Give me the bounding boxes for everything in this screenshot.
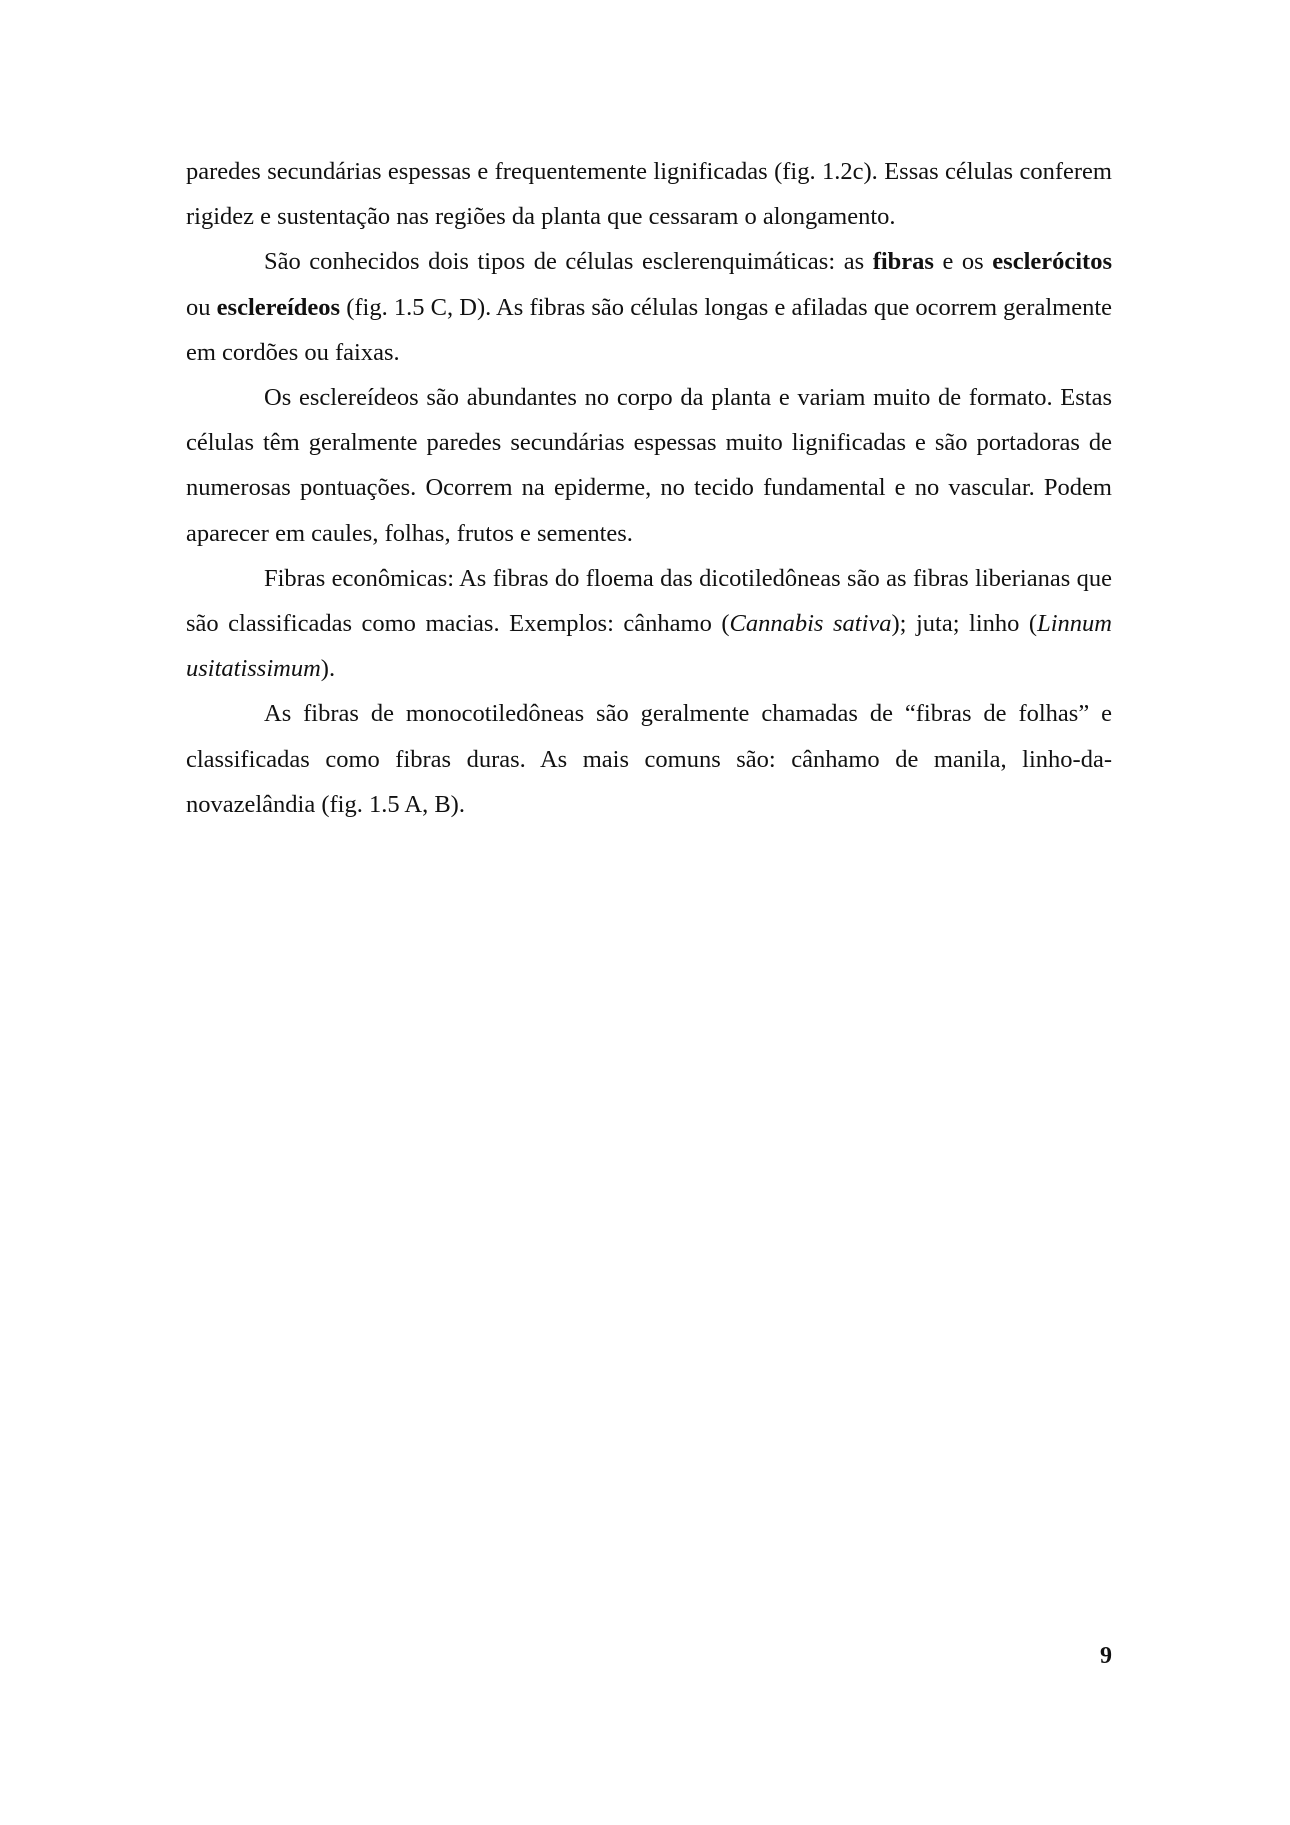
paragraph-1: [186, 149, 1112, 239]
paragraph-2-text-a: São conhecidos dois tipos de células esclerenquimáticas: as: [264, 248, 873, 276]
paragraph-4-text-a: Fibras econômicas: As fibras do floema das dicotiledôneas são as fibras liberianas que são classificadas como macias. Exemplos: cânhamo (: [186, 564, 1112, 638]
body-text: [186, 149, 1112, 827]
paragraph-2: [186, 239, 1112, 375]
paragraph-5-text: As fibras de monocotiledôneas são geralmente chamadas de “fibras de folhas” e classificadas como fibras duras. As mais comuns são: cânhamo de manila, linho-da-novazelândia (fig. 1.5 A, B).: [186, 700, 1112, 818]
paragraph-4: [186, 556, 1112, 692]
page-number: 9: [1100, 1643, 1112, 1669]
species-linnum-usitatissimum: Linnum usitatissimum: [186, 610, 1112, 683]
term-esclereideos: esclereídeos: [216, 293, 341, 321]
paragraph-3: [186, 375, 1112, 556]
term-fibras: fibras: [872, 248, 934, 276]
paragraph-3-text: Os esclereídeos são abundantes no corpo da planta e variam muito de formato. Estas células têm geralmente paredes secundárias espessas muito lignificadas e são portadoras de numerosas pontuações. Ocorrem na epiderme, no tecido fundamental e no vascular. Podem aparecer em caules, folhas, frutos e sementes.: [186, 384, 1112, 547]
paragraph-5: [186, 691, 1112, 827]
paragraph-2-text-d: (fig. 1.5 C, D). As fibras são células longas e afiladas que ocorrem geralmente em cordões ou faixas.: [186, 293, 1113, 366]
paragraph-1-text: paredes secundárias espessas e frequentemente lignificadas (fig. 1.2c). Essas células conferem rigidez e sustentação nas regiões da planta que cessaram o alongamento.: [186, 158, 1112, 231]
term-esclerocitos: esclerócitos: [992, 248, 1112, 276]
paragraph-2-text-c: ou: [186, 293, 217, 321]
paragraph-4-text-c: ).: [320, 655, 336, 683]
paragraph-2-text-b: e os: [933, 248, 993, 276]
species-cannabis-sativa: Cannabis sativa: [729, 610, 892, 638]
paragraph-4-text-b: ); juta; linho (: [891, 610, 1038, 638]
